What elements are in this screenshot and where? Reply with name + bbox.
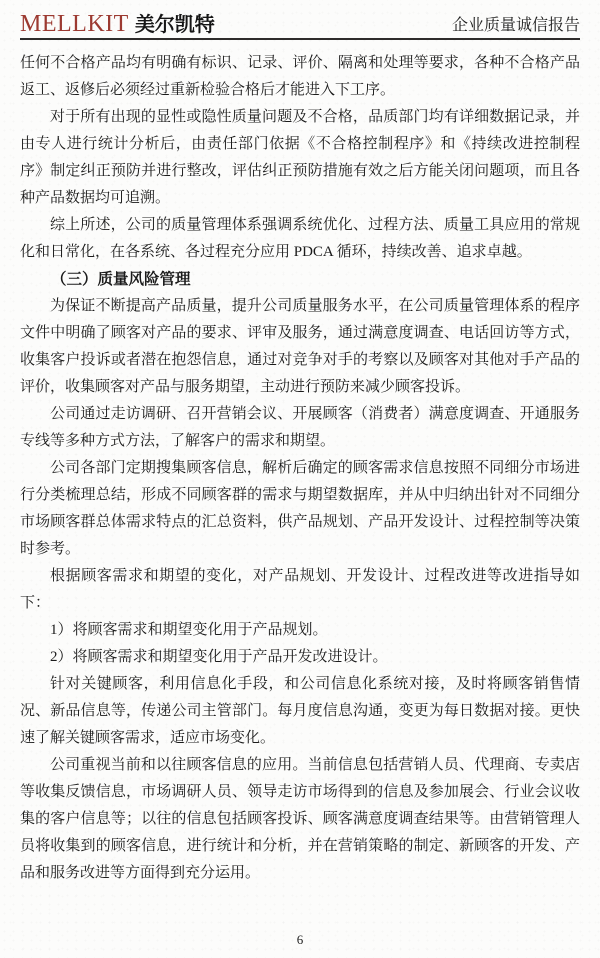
paragraph: 公司通过走访调研、召开营销会议、开展顾客（消费者）满意度调查、开通服务专线等多种方式方法，了解客户的需求和期望。 xyxy=(20,406,580,449)
list-item-1: 1）将顾客需求和期望变化用于产品规划。 xyxy=(50,622,328,638)
paragraph: 任何不合格产品均有明确有标识、记录、评价、隔离和处理等要求，各种不合格产品返工、返修后必须经过重新检验合格后才能进入下工序。 xyxy=(20,55,580,98)
paragraph: 综上所述，公司的质量管理体系强调系统优化、过程方法、质量工具应用的常规化和日常化，在各系统、各过程充分应用 PDCA 循环，持续改善、追求卓越。 xyxy=(20,217,580,260)
paragraph: 对于所有出现的显性或隐性质量问题及不合格，品质部门均有详细数据记录，并由专人进行统计分析后，由责任部门依据《不合格控制程序》和《持续改进控制程序》制定纠正预防并进行整改，评估纠正预防措施有效之后方能关闭问题项，而且各种产品数据均可追溯。 xyxy=(20,109,580,206)
report-title: 企业质量诚信报告 xyxy=(451,17,580,34)
logo-latin-text: MELLKIT xyxy=(20,11,129,37)
paragraph: 为保证不断提高产品质量，提升公司质量服务水平，在公司质量管理体系的程序文件中明确了顾客对产品的要求、评审及服务，通过满意度调查、电话回访等方式，收集客户投诉或者潜在抱怨信息，通过对竞争对手的考察以及顾客对其他对手产品的评价，收集顾客对产品与服务期望，主动进行预防来减少顾客投诉。 xyxy=(20,298,580,395)
paragraph: 根据顾客需求和期望的变化，对产品规划、开发设计、过程改进等改进指导如下： xyxy=(20,568,580,611)
section-heading: （三）质量风险管理 xyxy=(51,271,191,288)
page-header xyxy=(20,8,580,38)
logo-chinese-text: 美尔凯特 xyxy=(134,14,215,36)
paragraph: 公司各部门定期搜集顾客信息，解析后确定的顾客需求信息按照不同细分市场进行分类梳理总结，形成不同顾客群的需求与期望数据库，并从中归纳出针对不同细分市场顾客群总体需求特点的汇总资料，供产品规划、产品开发设计、过程控制等决策时参考。 xyxy=(20,460,580,557)
company-logo xyxy=(20,11,215,38)
header-divider xyxy=(20,38,580,40)
paragraph: 公司重视当前和以往顾客信息的应用。当前信息包括营销人员、代理商、专卖店等收集反馈信息，市场调研人员、领导走访市场得到的信息及参加展会、行业会议收集的客户信息等；以往的信息包括顾客投诉、顾客满意度调查结果等。由营销管理人员将收集到的顾客信息，进行统计和分析，并在营销策略的制定、新顾客的开发、产品和服务改进等方面得到充分运用。 xyxy=(20,757,580,881)
document-body xyxy=(20,50,580,887)
list-item-2: 2）将顾客需求和期望变化用于产品开发改进设计。 xyxy=(50,649,388,665)
page-number: 6 xyxy=(296,932,304,947)
page-footer xyxy=(0,933,600,947)
paragraph: 针对关键顾客，利用信息化手段，和公司信息化系统对接，及时将顾客销售情况、新品信息等，传递公司主管部门。每月度信息沟通，变更为每日数据对接。更快速了解关键顾客需求，适应市场变化。 xyxy=(20,676,580,746)
